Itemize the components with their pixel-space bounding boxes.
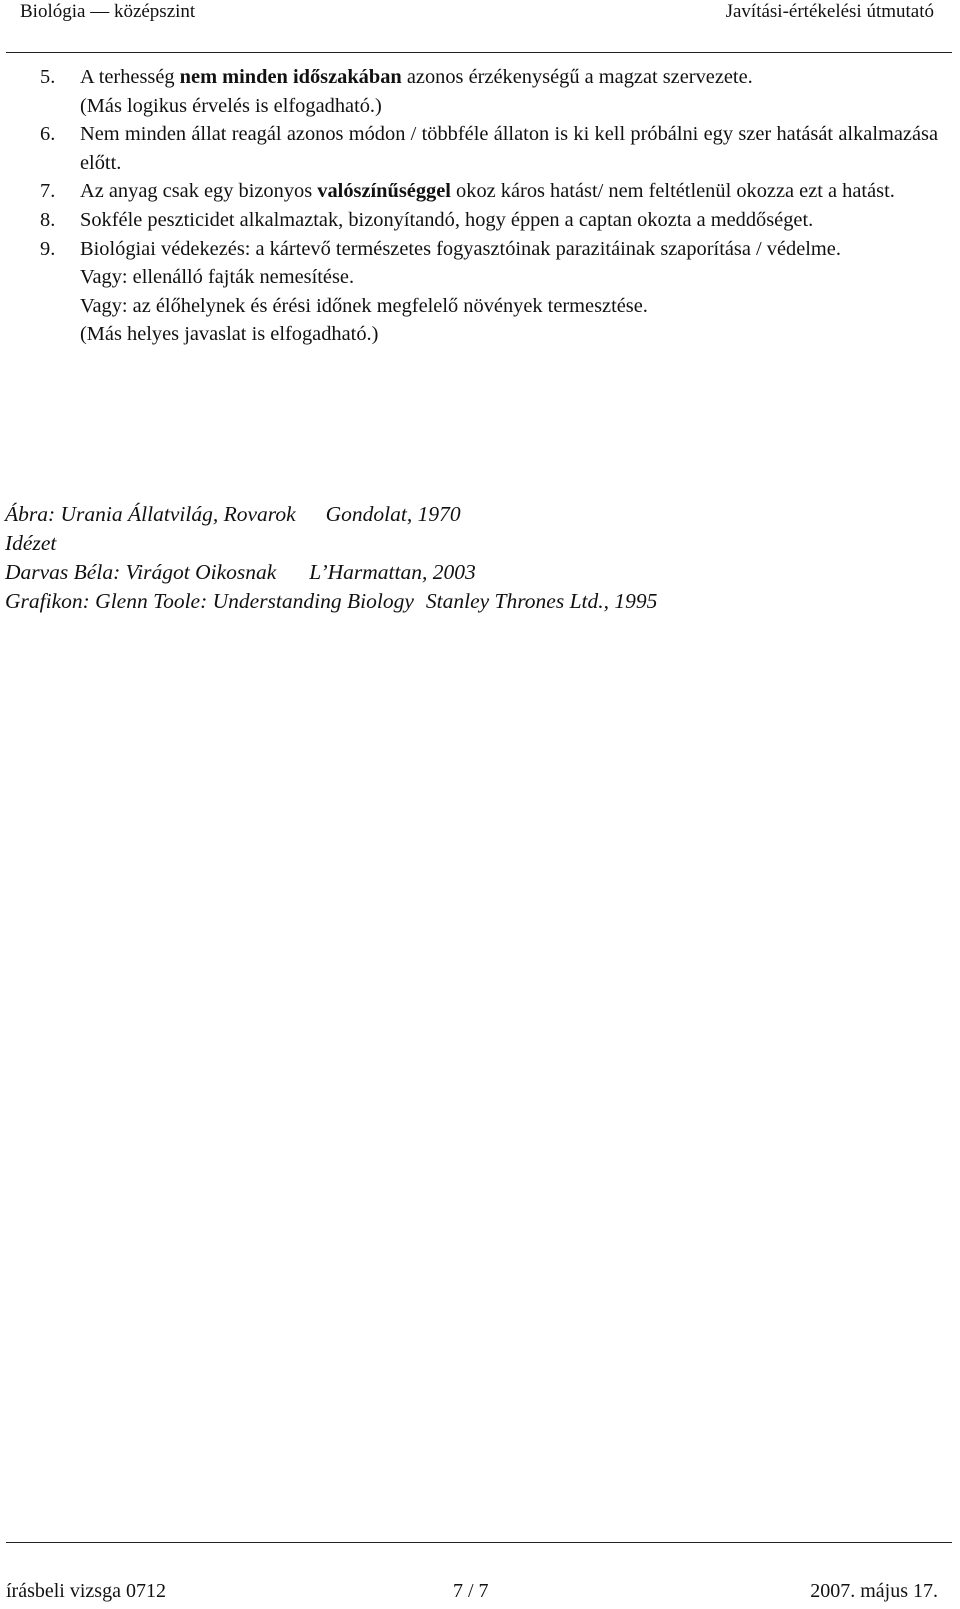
page-header bbox=[20, 0, 934, 40]
header-divider bbox=[6, 52, 952, 53]
answer-number: 5. bbox=[40, 66, 56, 88]
answer-number: 7. bbox=[40, 180, 56, 203]
source-row: Ábra: Urania Állatvilág, Rovarok Gondolat, 1970 bbox=[5, 502, 461, 526]
answer-text: Sokféle peszticidet alkalmaztak, bizonyítandó, hogy éppen a captan okozta a meddőséget. bbox=[80, 208, 814, 231]
answer-text: Az anyag csak egy bizonyos valószínűséggel okoz káros hatást/ nem feltétlenül okozza ezt a hatást. bbox=[80, 180, 895, 203]
answer-item-8 bbox=[40, 206, 938, 235]
header-subject: Biológia — középszint bbox=[20, 1, 196, 22]
answer-item-9 bbox=[40, 235, 938, 264]
source-row: Grafikon: Glenn Toole: Understanding Biology Stanley Thrones Ltd., 1995 bbox=[5, 589, 658, 613]
source-row: Idézet bbox=[5, 531, 57, 555]
header-doc-type: Javítási-értékelési útmutató bbox=[725, 1, 934, 22]
answer-note: (Más logikus érvelés is elfogadható.) bbox=[80, 94, 382, 117]
answer-item-7 bbox=[40, 177, 938, 206]
answer-emphasis: nem minden időszakában bbox=[179, 66, 402, 88]
answer-alternative: Vagy: az élőhelynek és érési időnek megfelelő növények termesztése. bbox=[80, 294, 648, 317]
footer-divider bbox=[6, 1542, 952, 1543]
source-list bbox=[5, 500, 657, 616]
answer-list bbox=[40, 63, 938, 349]
page-footer bbox=[6, 1578, 938, 1604]
answer-text: A terhesség nem minden időszakában azonos érzékenységű a magzat szervezete. bbox=[80, 66, 753, 88]
source-row: Darvas Béla: Virágot Oikosnak L’Harmattan, 2003 bbox=[5, 560, 476, 584]
footer-exam-code: írásbeli vizsga 0712 bbox=[6, 1580, 166, 1602]
answer-number: 6. bbox=[40, 123, 56, 146]
answer-number: 8. bbox=[40, 208, 56, 231]
answer-number: 9. bbox=[40, 237, 56, 260]
answer-text: Nem minden állat reagál azonos módon / többféle állaton is ki kell próbálni egy szer hatását alkalmazása előtt. bbox=[80, 123, 938, 174]
answer-item-5 bbox=[40, 63, 938, 92]
answer-text: Biológiai védekezés: a kártevő természetes fogyasztóinak parazitáinak szaporítása / védelme. bbox=[80, 237, 841, 260]
footer-date: 2007. május 17. bbox=[810, 1580, 938, 1602]
answer-item-6 bbox=[40, 120, 938, 177]
answer-note: (Más helyes javaslat is elfogadható.) bbox=[80, 323, 379, 346]
footer-page-number: 7 / 7 bbox=[453, 1580, 489, 1602]
answer-alternative: Vagy: ellenálló fajták nemesítése. bbox=[80, 266, 355, 289]
answer-emphasis: valószínűséggel bbox=[317, 180, 451, 203]
